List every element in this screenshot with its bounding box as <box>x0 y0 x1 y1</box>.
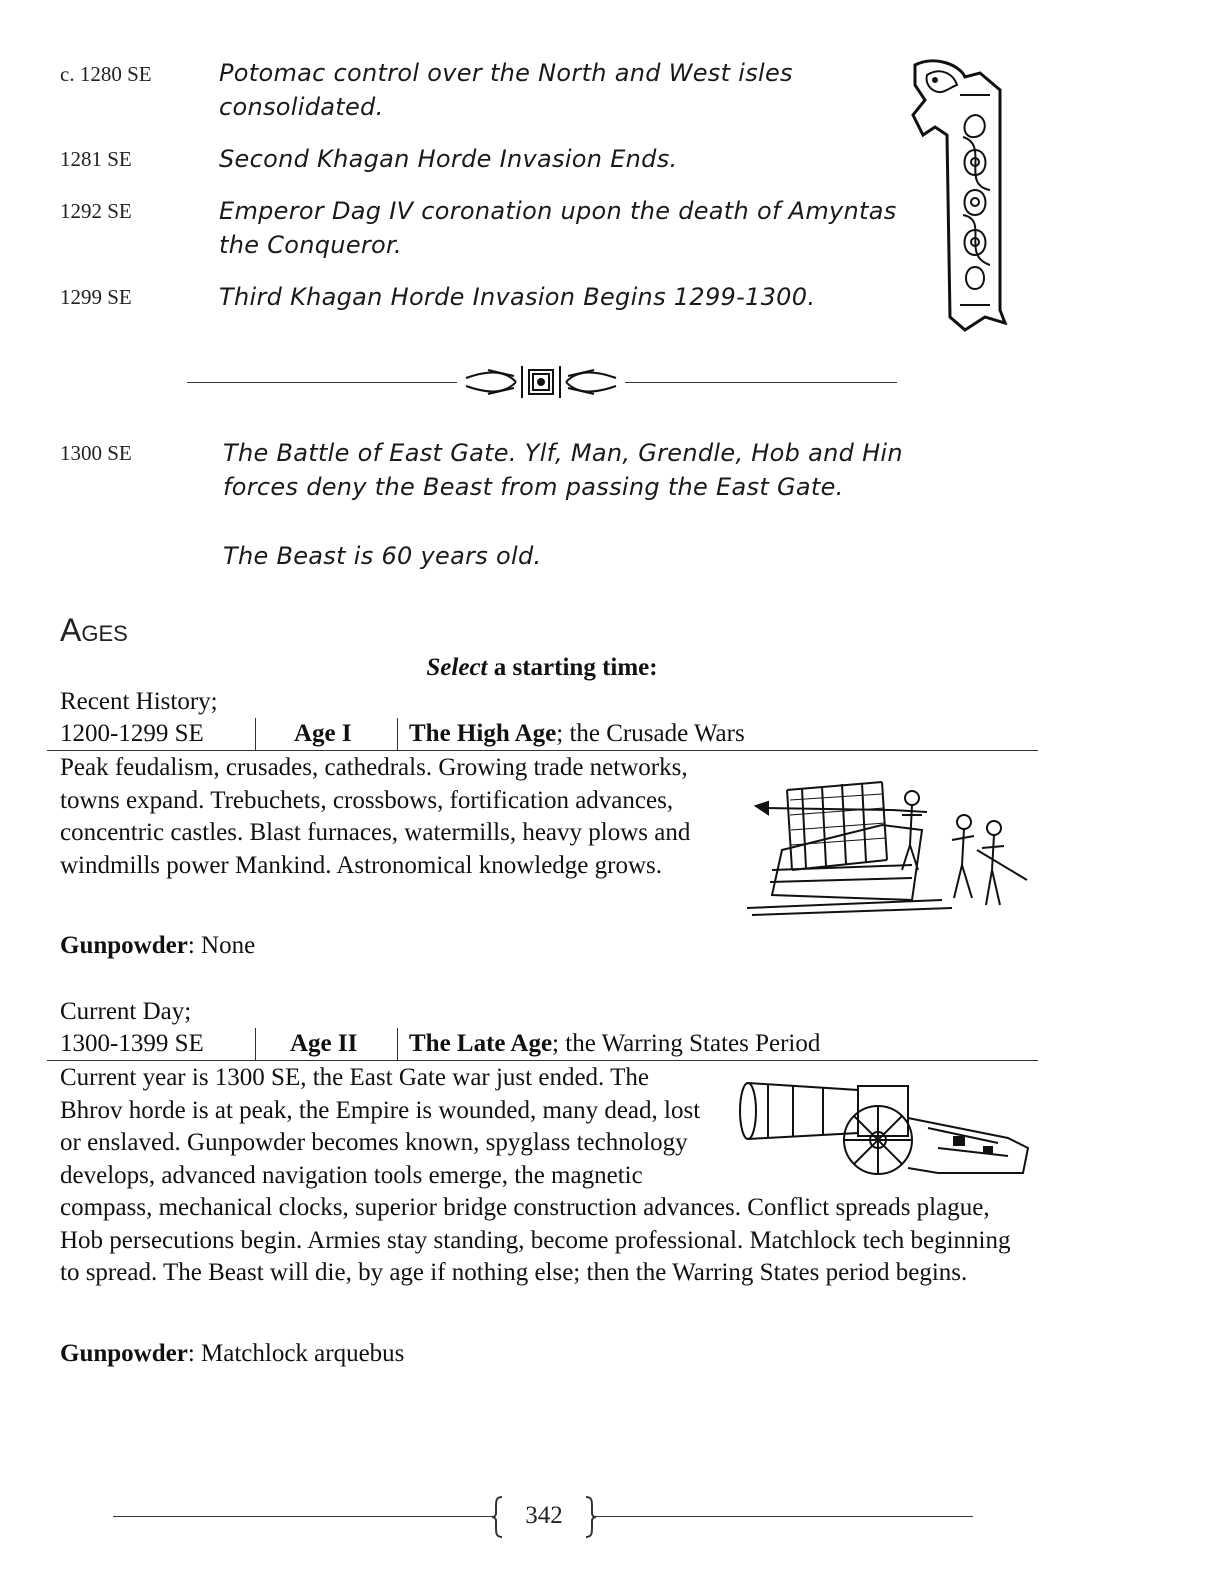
timeline-text: Emperor Dag IV coronation upon the death of Amyntas the Conqueror. <box>219 197 897 259</box>
era-label: Current Day; <box>60 998 192 1025</box>
timeline-text: Second Khagan Horde Invasion Ends. <box>219 145 678 173</box>
gunpowder-label: Gunpowder <box>60 932 188 959</box>
select-prompt-emphasis: Select <box>426 654 488 681</box>
timeline-text: Third Khagan Horde Invasion Begins 1299-1300. <box>219 283 816 311</box>
timeline-note: The Beast is 60 years old. <box>223 542 542 570</box>
age-subtitle: ; the Crusade Wars <box>556 720 745 747</box>
timeline-text: Potomac control over the North and West isles consolidated. <box>219 59 793 121</box>
select-prompt-rest: a starting time: <box>487 654 658 681</box>
gunpowder-label: Gunpowder <box>60 1340 188 1367</box>
age-description: Peak feudalism, crusades, cathedrals. Growing trade networks, towns expand. Trebuchets, crossbows, fortification advances, concentric castles. Blast furnaces, watermills, heavy plows and windmills power Mankind. Astronomical knowledge grows. <box>60 754 691 879</box>
divider-ornament-icon <box>458 360 624 404</box>
cannon-illustration <box>738 1078 1030 1180</box>
gunpowder-value: : None <box>187 932 256 959</box>
age-title <box>409 1028 820 1061</box>
timeline-date: 1292 SE <box>60 199 132 223</box>
select-prompt <box>0 654 1084 682</box>
age-number: Age I <box>294 720 352 747</box>
era-range: 1200-1299 SE <box>60 720 204 747</box>
gunpowder-line <box>60 1338 404 1371</box>
timeline-date: c. 1280 SE <box>60 62 152 86</box>
siege-engine-illustration <box>742 770 1034 918</box>
timeline-text: The Battle of East Gate. Ylf, Man, Grendle, Hob and Hin forces deny the Beast from passing the East Gate. <box>223 439 903 501</box>
age-description: Current year is 1300 SE, the East Gate war just ended. The Bhrov horde is at peak, the Empire is wounded, many dead, lost or enslaved. Gunpowder becomes known, spyglass technology develops, advanced navigation tools emerge, the magnetic compass, mechanical clocks, superior bridge construction advances. Conflict spreads plague, Hob persecutions begin. Armies stay standing, become professional. Matchlock tech beginning to spread. The Beast will die, by age if nothing else; then the Warring States period begins. <box>60 1064 1011 1286</box>
age-number: Age II <box>290 1030 358 1057</box>
page-number: 342 <box>525 1502 563 1529</box>
section-heading: Ages <box>60 612 128 648</box>
timeline-date: 1299 SE <box>60 285 132 309</box>
timeline-date: 1300 SE <box>60 441 132 465</box>
age-name: The High Age <box>409 720 557 747</box>
age-name: The Late Age <box>409 1030 553 1057</box>
era-label: Recent History; <box>60 688 218 715</box>
era-range: 1300-1399 SE <box>60 1030 204 1057</box>
ornamental-initial-one <box>905 55 1010 335</box>
gunpowder-line <box>60 930 255 963</box>
age-subtitle: ; the Warring States Period <box>552 1030 821 1057</box>
gunpowder-value: : Matchlock arquebus <box>187 1340 405 1367</box>
timeline-date: 1281 SE <box>60 147 132 171</box>
age-title <box>409 718 745 751</box>
